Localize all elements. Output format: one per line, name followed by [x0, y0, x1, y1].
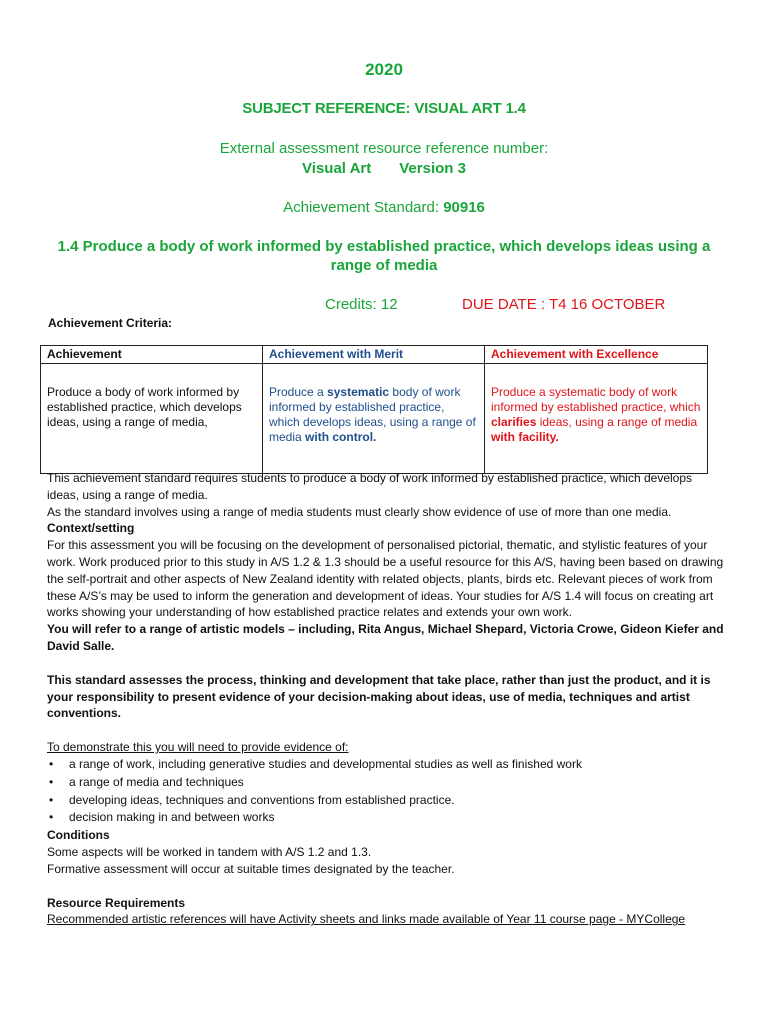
credits: Credits: 12	[325, 296, 398, 313]
cell-merit	[263, 364, 485, 474]
context-paragraph: For this assessment you will be focusing on the development of personalised pictorial, thematic, and stylistic features of your work. Work produced prior to this study in A/S 1.2 & 1.3 should be a useful resource for this A/S, having been based on drawing the self-portrait and other aspects of New Zealand identity with related objects, plants, birds etc. Relevant pieces of work from these A/S’s may be used to inform the generation and development of ideas. Your studies for A/S 1.4 will focus on creating art works showing your understanding of how established practice relates and extends your own work.	[47, 538, 724, 620]
list-item: • developing ideas, techniques and conventions from established practice.	[47, 792, 727, 810]
body-text	[47, 470, 727, 928]
merit-text-2: body of work informed by established practice, which develops ideas, using a range of media	[269, 385, 476, 444]
excellence-bold-2: with facility.	[491, 430, 559, 444]
standard-title: 1.4 Produce a body of work informed by established practice, which develops ideas using a range of media	[57, 238, 711, 274]
criteria-table	[40, 345, 708, 474]
spacer	[47, 655, 727, 672]
excellence-bold-1: clarifies	[491, 415, 537, 429]
list-item: • a range of work, including generative studies and developmental studies as well as finished work	[47, 756, 727, 774]
due-date: DUE DATE : T4 16 OCTOBER	[462, 296, 666, 313]
version-label: Version 3	[399, 160, 466, 177]
excellence-text-1: Produce a systematic body of work informed by established practice, which	[491, 385, 701, 414]
conditions-line-2: Formative assessment will occur at suitable times designated by the teacher.	[47, 861, 455, 876]
intro-paragraph-1: This achievement standard requires students to produce a body of work informed by established practice, which develops ideas, using a range of media.	[47, 471, 693, 502]
table-header-row	[41, 346, 708, 364]
achievement-standard	[0, 199, 768, 216]
achievement-standard-number: 90916	[443, 199, 485, 216]
achievement-standard-label: Achievement Standard:	[283, 199, 444, 216]
context-heading: Context/setting	[47, 521, 135, 536]
visual-art-version	[0, 160, 768, 177]
cell-achievement: Produce a body of work informed by established practice, which develops ideas, using a range of media,	[41, 364, 263, 474]
table-row	[41, 364, 708, 474]
spacer	[47, 878, 727, 895]
artistic-models-paragraph: You will refer to a range of artistic models – including, Rita Angus, Michael Shepard, Victoria Crowe, Gideon Kiefer and David Salle.	[47, 622, 724, 653]
excellence-text-2: ideas, using a range of media	[536, 415, 698, 429]
cell-excellence	[485, 364, 708, 474]
visual-art-label: Visual Art	[302, 160, 372, 177]
resources-link[interactable]: Recommended artistic references will have Activity sheets and links made available of Year 11 course page - MYCollege	[47, 912, 686, 927]
external-reference-label: External assessment resource reference number:	[219, 140, 549, 157]
conditions-line-1: Some aspects will be worked in tandem with A/S 1.2 and 1.3.	[47, 844, 372, 859]
header-excellence: Achievement with Excellence	[485, 346, 708, 364]
header-merit: Achievement with Merit	[263, 346, 485, 364]
resources-heading: Resource Requirements	[47, 895, 186, 910]
list-item: • a range of media and techniques	[47, 774, 727, 792]
year-heading: 2020	[365, 60, 403, 79]
header-achievement: Achievement	[41, 346, 263, 364]
spacer	[47, 722, 727, 739]
evidence-intro: To demonstrate this you will need to provide evidence of:	[47, 740, 349, 755]
process-paragraph: This standard assesses the process, thinking and development that take place, rather than just the product, and it is your responsibility to present evidence of your decision-making about ideas, use of media, techniques and artist conventions.	[47, 672, 711, 721]
intro-paragraph-2: As the standard involves using a range of media students must clearly show evidence of use of more than one media.	[47, 504, 672, 519]
evidence-list	[47, 756, 727, 827]
subject-reference: SUBJECT REFERENCE: VISUAL ART 1.4	[242, 100, 526, 117]
achievement-criteria-label: Achievement Criteria:	[48, 316, 173, 330]
merit-text-1: Produce a	[269, 385, 328, 399]
merit-bold-1: systematic	[327, 385, 390, 399]
list-item: • decision making in and between works	[47, 809, 727, 827]
merit-bold-2: with control.	[305, 430, 377, 444]
conditions-heading: Conditions	[47, 828, 110, 843]
